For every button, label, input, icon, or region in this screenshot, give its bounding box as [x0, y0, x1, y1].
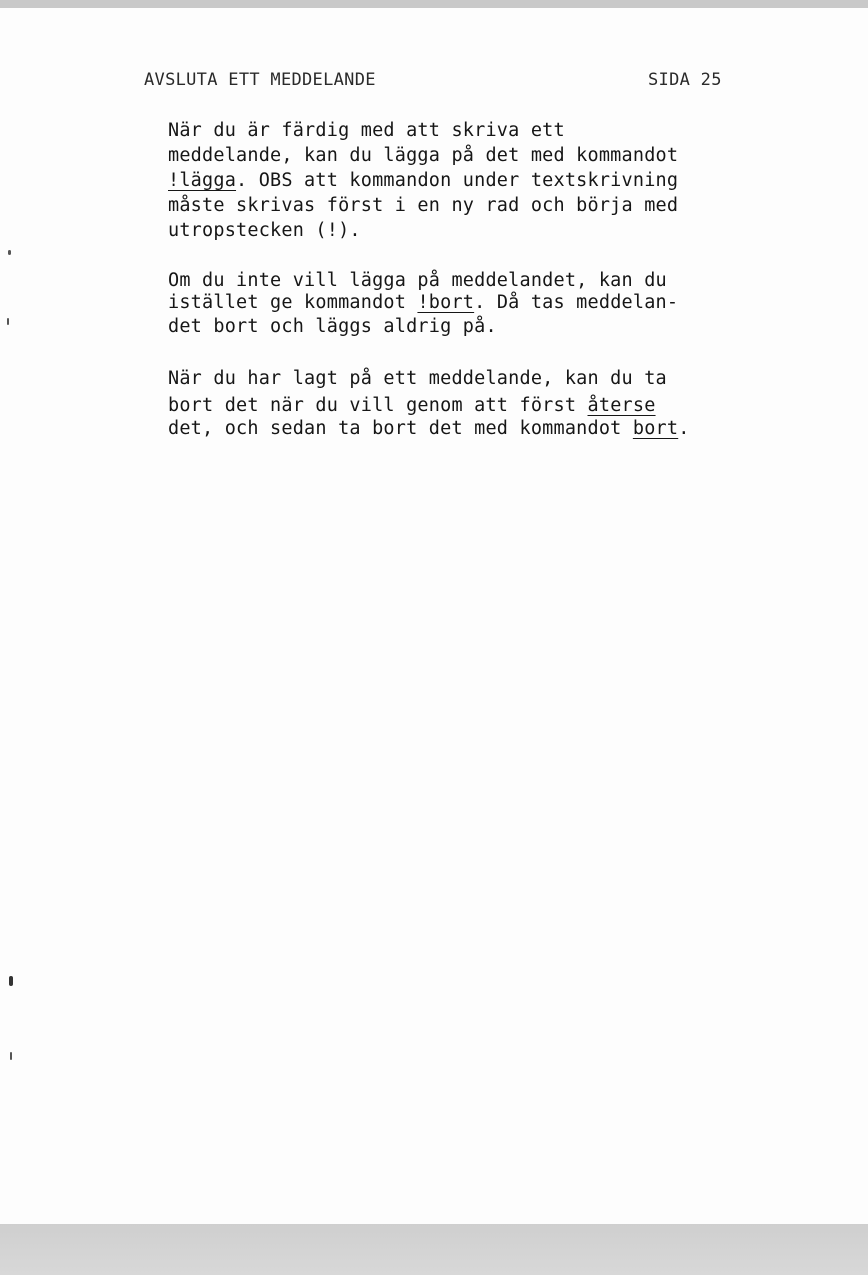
page-number: SIDA 25 — [648, 70, 722, 90]
command-bort-2: bort — [632, 418, 679, 439]
scan-border-top — [0, 0, 868, 8]
command-aterse: återse — [587, 395, 656, 416]
paragraph-2-line-1: Om du inte vill lägga på meddelandet, kan du — [168, 270, 667, 291]
command-bort: !bort — [417, 292, 475, 313]
scan-speck — [7, 318, 9, 325]
command-lagga: !lägga — [168, 170, 237, 191]
paragraph-1-line-1: När du är färdig med att skriva ett — [168, 120, 565, 141]
page-title: AVSLUTA ETT MEDDELANDE — [144, 70, 376, 90]
scan-speck — [10, 1052, 12, 1060]
paragraph-2-line-3: det bort och läggs aldrig på. — [168, 316, 497, 337]
paragraph-3-line-1: När du har lagt på ett meddelande, kan du ta — [168, 368, 667, 389]
paragraph-1-line-5: utropstecken (!). — [168, 220, 361, 241]
paragraph-1-line-2: meddelande, kan du lägga på det med kommandot — [168, 145, 679, 166]
paragraph-2-line-2: istället ge kommandot !bort. Då tas meddelan- — [168, 292, 679, 313]
scan-border-bottom — [0, 1224, 868, 1275]
scan-speck — [9, 976, 13, 986]
scan-speck — [8, 250, 11, 255]
paragraph-3-line-2: bort det när du vill genom att först återse — [168, 395, 656, 416]
paragraph-1-line-4: måste skrivas först i en ny rad och börja med — [168, 195, 679, 216]
paragraph-1-line-3: !lägga. OBS att kommandon under textskrivning — [168, 170, 679, 191]
paragraph-3-line-3: det, och sedan ta bort det med kommandot bort. — [168, 418, 690, 439]
